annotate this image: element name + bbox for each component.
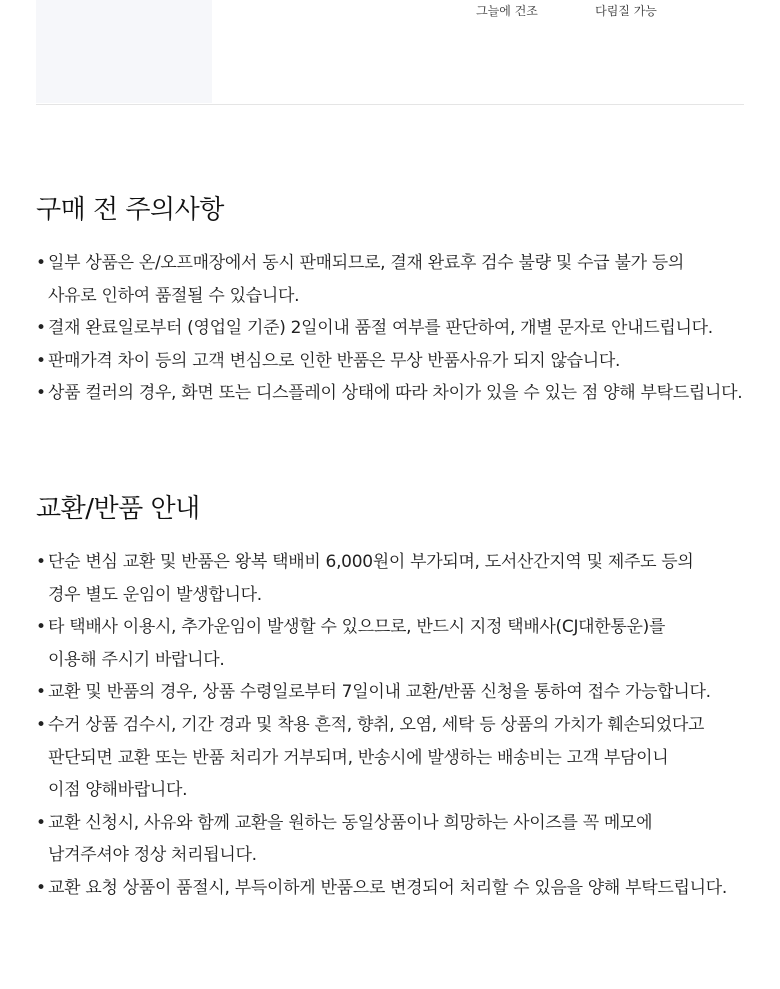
care-label-shade-dry: 그늘에 건조 [476, 4, 538, 18]
bullet: • [36, 812, 46, 833]
list-item [36, 872, 746, 905]
list-item [36, 345, 746, 378]
list-item-text: 교환 요청 상품이 품절시, 부득이하게 반품으로 변경되어 처리할 수 있음을 양해 부탁드립니다. [48, 877, 727, 898]
bullet: • [36, 617, 46, 638]
list-item-text: 상품 컬러의 경우, 화면 또는 디스플레이 상태에 따라 차이가 있을 수 있는 점 양해 부탁드립니다. [48, 383, 743, 404]
bullet: • [36, 350, 46, 371]
care-instructions-strip [36, 0, 744, 105]
list-item [36, 546, 746, 611]
bullet: • [36, 714, 46, 735]
bullet: • [36, 383, 46, 404]
list-item [36, 247, 746, 312]
list-item-text: 판매가격 차이 등의 고객 변심으로 인한 반품은 무상 반품사유가 되지 않습니다. [48, 350, 621, 371]
list-item-text: 수거 상품 검수시, 기간 경과 및 착용 흔적, 향취, 오염, 세탁 등 상품의 가치가 훼손되었다고 판단되면 교환 또는 반품 처리가 거부되며, 반송시에 발생하는 배송비는 고객 부담이니 이점 양해바랍니다. [48, 714, 705, 801]
list-item [36, 377, 746, 410]
bullet: • [36, 318, 46, 339]
list-item-text: 일부 상품은 온/오프매장에서 동시 판매되므로, 결재 완료후 검수 불량 및 수급 불가 등의 사유로 인하여 품절될 수 있습니다. [48, 253, 685, 306]
before-purchase-list [36, 247, 746, 410]
bullet: • [36, 877, 46, 898]
care-label-ironing: 다림질 가능 [595, 4, 657, 18]
bullet: • [36, 682, 46, 703]
exchange-return-list [36, 546, 746, 905]
list-item [36, 807, 746, 872]
list-item-text: 단순 변심 교환 및 반품은 왕복 택배비 6,000원이 부가되며, 도서산간지역 및 제주도 등의 경우 별도 운임이 발생합니다. [48, 552, 694, 605]
list-item-text: 결재 완료일로부터 (영업일 기준) 2일이내 품절 여부를 판단하여, 개별 문자로 안내드립니다. [48, 318, 713, 339]
list-item-text: 교환 및 반품의 경우, 상품 수령일로부터 7일이내 교환/반품 신청을 통하여 접수 가능합니다. [48, 682, 711, 703]
bullet: • [36, 552, 46, 572]
bullet: • [36, 253, 46, 273]
list-item-text: 교환 신청시, 사유와 함께 교환을 원하는 동일상품이나 희망하는 사이즈를 꼭 메모에 남겨주셔야 정상 처리됩니다. [48, 812, 653, 866]
list-item [36, 676, 746, 709]
list-item [36, 611, 746, 676]
list-item [36, 312, 746, 345]
list-item-text: 타 택배사 이용시, 추가운임이 발생할 수 있으므로, 반드시 지정 택배사(CJ대한통운)를 이용해 주시기 바랍니다. [48, 617, 666, 670]
exchange-return-title: 교환/반품 안내 [36, 494, 200, 524]
before-purchase-title: 구매 전 주의사항 [36, 195, 224, 225]
care-side-panel [36, 0, 212, 103]
list-item [36, 709, 746, 807]
